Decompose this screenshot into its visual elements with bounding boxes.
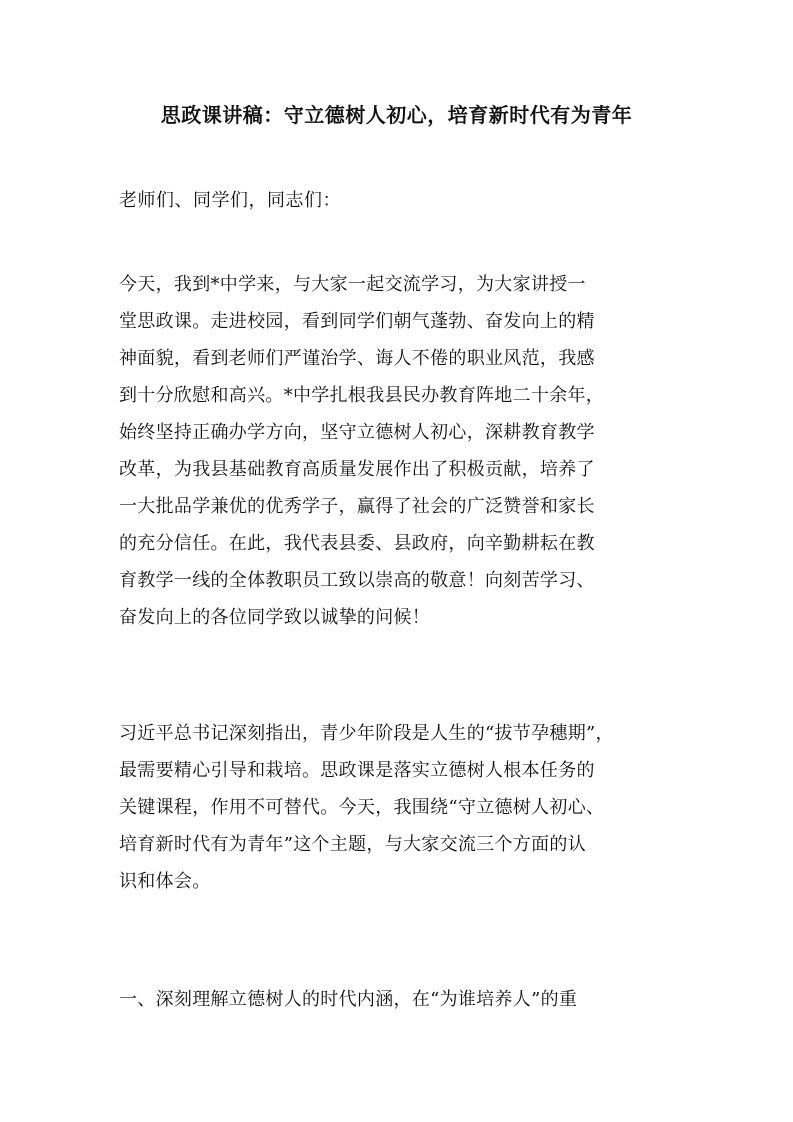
greeting-line: 老师们、同学们，同志们： xyxy=(119,190,341,211)
paragraph-line: 神面貌，看到老师们严谨治学、诲人不倦的职业风范，我感 xyxy=(119,348,595,369)
paragraph-line: 的充分信任。在此，我代表县委、县政府，向辛勤耕耘在教 xyxy=(119,533,595,554)
paragraph-line: 习近平总书记深刻指出，青少年阶段是人生的“拔节孕穗期”， xyxy=(119,723,614,744)
paragraph-line: 一、深刻理解立德树人的时代内涵，在“为谁培养人”的重 xyxy=(119,989,578,1010)
paragraph-line: 关键课程，作用不可替代。今天，我围绕“守立德树人初心、 xyxy=(119,797,605,818)
paragraph-line: 到十分欣慰和高兴。*中学扎根我县民办教育阵地二十余年， xyxy=(119,385,605,406)
paragraph-line: 今天，我到*中学来，与大家一起交流学习，为大家讲授一 xyxy=(119,274,586,295)
paragraph-line: 堂思政课。走进校园，看到同学们朝气蓬勃、奋发向上的精 xyxy=(119,311,595,332)
paragraph-line: 一大批品学兼优的优秀学子，赢得了社会的广泛赞誉和家长 xyxy=(119,496,595,517)
document-title: 思政课讲稿：守立德树人初心，培育新时代有为青年 xyxy=(160,103,633,127)
paragraph-line: 最需要精心引导和栽培。思政课是落实立德树人根本任务的 xyxy=(119,760,595,781)
section-heading-1 xyxy=(119,981,577,1018)
paragraph-line: 奋发向上的各位同学致以诚挚的问候！ xyxy=(119,607,431,628)
paragraph-theme xyxy=(119,715,614,900)
paragraph-line: 改革，为我县基础教育高质量发展作出了积极贡献，培养了 xyxy=(119,459,595,480)
paragraph-line: 育教学一线的全体教职员工致以崇高的敬意！向刻苦学习、 xyxy=(119,570,595,591)
paragraph-opening xyxy=(119,266,604,636)
paragraph-line: 识和体会。 xyxy=(119,871,211,892)
paragraph-line: 始终坚持正确办学方向，坚守立德树人初心，深耕教育教学 xyxy=(119,422,595,443)
paragraph-line: 培育新时代有为青年”这个主题，与大家交流三个方面的认 xyxy=(119,834,586,855)
